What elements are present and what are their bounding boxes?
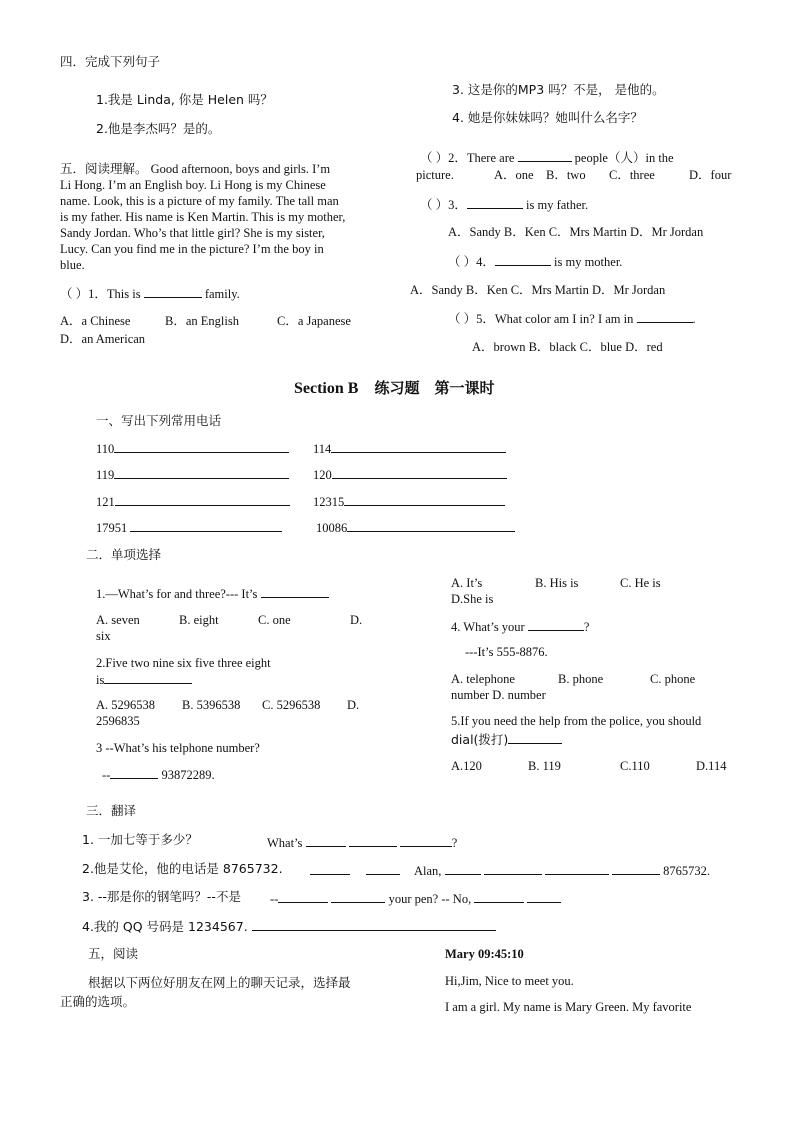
question-4 <box>448 253 622 270</box>
reading-instructions-2: 正确的选项。 <box>60 994 136 1009</box>
question-5 <box>448 310 696 327</box>
translation-4-cn: 4.我的 QQ 号码是 1234567. <box>82 919 248 934</box>
phone-number: 110 <box>96 442 115 456</box>
q2-option-c: C．three <box>609 168 655 182</box>
mc1-option-d-text: six <box>96 629 111 643</box>
mc-question-3-answer <box>102 766 215 783</box>
mc-question-3: 3 --What’s his telphone number? <box>96 741 260 755</box>
answer-blank[interactable] <box>484 862 542 875</box>
question-5-after: . <box>692 312 696 326</box>
translation-3-en <box>270 890 561 907</box>
question-1 <box>60 285 240 302</box>
reading-passage-line: is my father. His name is Ken Martin. This is my mother, <box>60 210 346 224</box>
mc5-option: D.114 <box>696 759 727 773</box>
mc1-option: D. <box>350 613 363 627</box>
q4-options: A．Sandy B．Ken C．Mrs Martin D．Mr Jordan <box>410 283 666 297</box>
q2-option-b: B．two <box>546 168 586 182</box>
q2-option-a: A．one <box>494 168 534 182</box>
answer-blank[interactable] <box>278 890 328 903</box>
answer-blank[interactable] <box>518 149 572 162</box>
answer-blank[interactable] <box>637 310 693 323</box>
phone-row <box>313 493 505 510</box>
answer-blank[interactable] <box>261 585 329 598</box>
mc-heading: 二．单项选择 <box>86 547 162 562</box>
question-3 <box>420 196 588 213</box>
question-1-after: family. <box>201 287 240 301</box>
mc2-option-d-text: 2596835 <box>96 714 140 728</box>
mc2-option: C. 5296538 <box>262 698 321 712</box>
reading-passage-line: Lucy. Can you find me in the picture? I’m the boy in <box>60 242 324 256</box>
answer-blank[interactable] <box>400 834 452 847</box>
mc-question-2-line2 <box>96 671 192 688</box>
answer-blank[interactable] <box>104 671 192 684</box>
answer-blank[interactable] <box>331 890 385 903</box>
translation-2-number: 8765732. <box>659 864 710 878</box>
reading-passage-line: blue. <box>60 258 85 272</box>
mc-question-4-answer: ---It’s 555-8876. <box>465 645 548 659</box>
mc4-option: A. telephone <box>451 672 515 686</box>
translation-1-start: What’s <box>267 836 306 850</box>
phone-row <box>96 440 289 457</box>
mc-question-4 <box>451 618 589 635</box>
q2-option-d: D．four <box>689 168 732 182</box>
s4-question-4: 4. 她是你妹妹吗？她叫什么名字？ <box>452 110 643 125</box>
phone-row <box>96 493 290 510</box>
translation-3-mid: your pen? -- No, <box>385 892 475 906</box>
phone-row <box>313 466 507 483</box>
answer-blank[interactable] <box>144 285 202 298</box>
translation-1-end: ? <box>451 836 458 850</box>
mc2-option: B. 5396538 <box>182 698 241 712</box>
q5-options: A．brown B．black C．blue D．red <box>472 340 663 354</box>
mc-question-2-line1: 2.Five two nine six five three eight <box>96 656 271 670</box>
mc5-option: C.110 <box>620 759 650 773</box>
mc3-option: A. It’s <box>451 576 483 590</box>
question-4-text: （ ）4． <box>448 255 495 269</box>
section5-label: 五．阅读理解。 <box>60 161 148 176</box>
phone-number: 12315 <box>313 495 345 509</box>
answer-blank[interactable] <box>310 862 350 875</box>
translation-2-en <box>414 862 710 879</box>
question-1-text: （ ）1．This is <box>60 287 144 301</box>
mc3-option-d: D.She is <box>451 592 494 606</box>
section-title-cn: 练习题 第一课时 <box>374 379 495 397</box>
question-2-after: people（人）in the <box>571 151 674 165</box>
answer-blank[interactable] <box>508 731 562 744</box>
mc-question-4-text: 4. What’s your <box>451 620 528 634</box>
reading-passage-line: name. Look, this is a picture of my family. The tall man <box>60 194 339 208</box>
mc4-option: B. phone <box>558 672 604 686</box>
s4-question-2: 2.他是李杰吗？是的。 <box>96 121 221 136</box>
mc4-option-line2: number D. number <box>451 688 546 702</box>
answer-blank[interactable] <box>306 834 346 847</box>
section4-heading: 四．完成下列句子 <box>60 54 161 69</box>
passage-start: Good afternoon, boys and girls. I’m <box>147 162 331 176</box>
section-title <box>294 380 494 397</box>
answer-blank[interactable] <box>445 862 481 875</box>
question-2-text: （ ）2．There are <box>420 151 518 165</box>
answer-blank[interactable] <box>114 466 289 479</box>
phone-number: 10086 <box>316 521 348 535</box>
section-title-en: Section B <box>294 380 359 397</box>
answer-blank[interactable] <box>347 519 515 532</box>
mc1-option: C. one <box>258 613 291 627</box>
question-2-line2: picture. <box>416 168 454 182</box>
answer-blank[interactable] <box>114 440 289 453</box>
phone-row <box>96 466 289 483</box>
answer-blank[interactable] <box>110 766 158 779</box>
answer-blank[interactable] <box>474 890 524 903</box>
chat-header: Mary 09:45:10 <box>445 947 524 961</box>
mc-question-5-dial: dial(拨打) <box>451 732 509 747</box>
translation-2-blanks <box>310 862 400 879</box>
mc-question-5-line1: 5.If you need the help from the police, you should <box>451 714 702 728</box>
mc3-option: C. He is <box>620 576 661 590</box>
mc2-option: A. 5296538 <box>96 698 156 712</box>
answer-blank[interactable] <box>332 466 507 479</box>
phones-heading: 一、写出下列常用电话 <box>96 413 222 428</box>
q1-option-c: C．a Japanese <box>277 314 351 328</box>
translation-heading: 三．翻译 <box>86 803 137 818</box>
phone-number: 17951 <box>96 521 128 535</box>
answer-blank[interactable] <box>612 862 660 875</box>
question-3-after: is my father. <box>522 198 589 212</box>
chat-line: I am a girl. My name is Mary Green. My favorite <box>445 1000 692 1014</box>
mc-question-1-text: 1.—What’s for and three?--- It’s <box>96 587 261 601</box>
mc1-option: B. eight <box>179 613 219 627</box>
question-4-after: is my mother. <box>550 255 623 269</box>
mc4-option: C. phone <box>650 672 696 686</box>
translation-1-en <box>267 834 457 851</box>
phone-number: 114 <box>313 442 332 456</box>
answer-blank[interactable] <box>527 890 561 903</box>
question-2 <box>420 149 674 166</box>
answer-blank[interactable] <box>467 196 523 209</box>
mc-question-3-number: 93872289. <box>158 768 215 782</box>
q3-options: A．Sandy B．Ken C．Mrs Martin D．Mr Jordan <box>448 225 704 239</box>
chat-line: Hi,Jim, Nice to meet you. <box>445 974 574 988</box>
phone-row <box>316 519 515 536</box>
translation-3-cn: 3. --那是你的钢笔吗？--不是 <box>82 889 241 904</box>
reading-passage-line: Sandy Jordan. Who’s that little girl? She is my sister, <box>60 226 325 240</box>
reading-instructions-1: 根据以下两位好朋友在网上的聊天记录，选择最 <box>88 975 351 990</box>
answer-blank[interactable] <box>130 519 282 532</box>
dash-prefix: -- <box>270 892 279 906</box>
question-3-text: （ ）3． <box>420 198 467 212</box>
mc3-option: B. His is <box>535 576 579 590</box>
answer-blank[interactable] <box>115 493 290 506</box>
reading-passage-line: Li Hong. I’m an English boy. Li Hong is my Chinese <box>60 178 326 192</box>
q1-option-b: B．an English <box>165 314 239 328</box>
q1-option-a: A．a Chinese <box>60 314 131 328</box>
mc-question-2-is: is <box>96 673 105 687</box>
reading-heading: 五，阅读 <box>88 946 139 961</box>
mc5-option: A.120 <box>451 759 482 773</box>
phone-number: 121 <box>96 495 115 509</box>
q1-option-d: D．an American <box>60 332 146 346</box>
translation-1-cn: 1. 一加七等于多少？ <box>82 832 198 847</box>
mc2-option: D. <box>347 698 360 712</box>
answer-blank[interactable] <box>344 493 505 506</box>
mc-question-5-line2 <box>451 731 562 748</box>
phone-row <box>96 519 282 536</box>
s4-question-1: 1.我是 Linda, 你是 Helen 吗？ <box>96 92 273 107</box>
answer-blank[interactable] <box>545 862 609 875</box>
translation-4 <box>82 918 496 935</box>
translation-2-cn: 2.他是艾伦，他的电话是 8765732. <box>82 861 283 876</box>
dash-prefix: -- <box>102 768 111 782</box>
phone-row <box>313 440 506 457</box>
answer-blank[interactable] <box>528 618 584 631</box>
phone-number: 119 <box>96 468 115 482</box>
answer-blank[interactable] <box>331 440 506 453</box>
mc-question-1 <box>96 585 329 602</box>
answer-blank[interactable] <box>366 862 400 875</box>
mc1-option: A. seven <box>96 613 140 627</box>
answer-blank[interactable] <box>252 918 496 931</box>
phone-number: 120 <box>313 468 332 482</box>
question-5-text: （ ）5．What color am I in? I am in <box>448 312 637 326</box>
answer-blank[interactable] <box>349 834 397 847</box>
answer-blank[interactable] <box>495 253 551 266</box>
mc5-option: B. 119 <box>528 759 561 773</box>
translation-2-alan: Alan, <box>414 864 445 878</box>
reading-passage-line-1 <box>60 161 330 177</box>
s4-question-3: 3. 这是你的MP3 吗？不是， 是他的。 <box>452 82 665 97</box>
mc-question-4-after: ? <box>583 620 590 634</box>
